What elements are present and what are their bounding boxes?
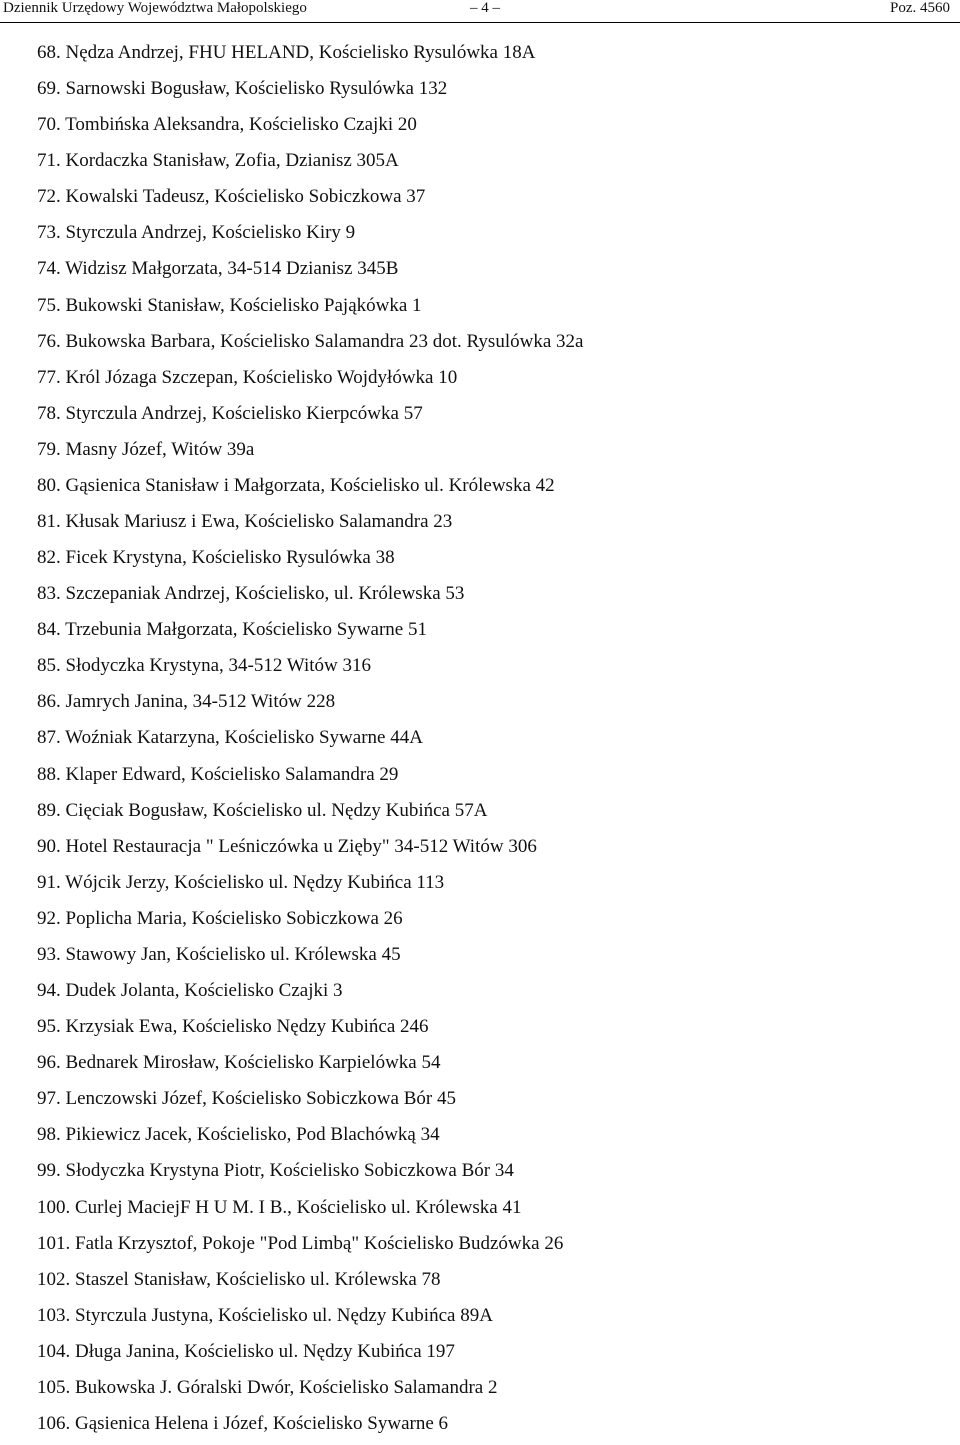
list-item: 85. Słodyczka Krystyna, 34-512 Witów 316 [37, 655, 371, 677]
list-item: 87. Woźniak Katarzyna, Kościelisko Sywarne 44A [37, 727, 423, 749]
list-item: 89. Cięciak Bogusław, Kościelisko ul. Nędzy Kubińca 57A [37, 799, 488, 821]
entry-list [37, 38, 583, 1445]
list-item: 69. Sarnowski Bogusław, Kościelisko Rysulówka 132 [37, 78, 448, 100]
list-item: 70. Tombińska Aleksandra, Kościelisko Czajki 20 [37, 114, 417, 136]
list-item: 72. Kowalski Tadeusz, Kościelisko Sobiczkowa 37 [37, 186, 426, 208]
list-item: 77. Król Józaga Szczepan, Kościelisko Wojdyłówka 10 [37, 366, 458, 388]
list-item: 68. Nędza Andrzej, FHU HELAND, Kościelisko Rysulówka 18A [37, 42, 536, 63]
list-item: 95. Krzysiak Ewa, Kościelisko Nędzy Kubińca 246 [37, 1016, 429, 1038]
page-number: – 4 – [470, 0, 500, 16]
position-number: Poz. 4560 [890, 0, 950, 16]
list-item: 102. Staszel Stanisław, Kościelisko ul. Królewska 78 [37, 1268, 441, 1290]
list-item: 75. Bukowski Stanisław, Kościelisko Pająkówka 1 [37, 294, 422, 316]
list-item: 76. Bukowska Barbara, Kościelisko Salamandra 23 dot. Rysulówka 32a [37, 330, 584, 352]
list-item: 96. Bednarek Mirosław, Kościelisko Karpielówka 54 [37, 1052, 441, 1074]
list-item: 74. Widzisz Małgorzata, 34-514 Dzianisz 345B [37, 258, 399, 280]
list-item: 83. Szczepaniak Andrzej, Kościelisko, ul. Królewska 53 [37, 583, 465, 605]
list-item: 100. Curlej MaciejF H U M. I B., Kościelisko ul. Królewska 41 [37, 1196, 522, 1218]
list-item: 86. Jamrych Janina, 34-512 Witów 228 [37, 691, 336, 713]
list-item: 73. Styrczula Andrzej, Kościelisko Kiry 9 [37, 222, 356, 244]
list-item: 90. Hotel Restauracja " Leśniczówka u Zięby" 34-512 Witów 306 [37, 835, 537, 857]
list-item: 97. Lenczowski Józef, Kościelisko Sobiczkowa Bór 45 [37, 1088, 456, 1110]
list-item: 104. Długa Janina, Kościelisko ul. Nędzy Kubińca 197 [37, 1340, 455, 1362]
list-item: 91. Wójcik Jerzy, Kościelisko ul. Nędzy Kubińca 113 [37, 871, 445, 893]
list-item: 71. Kordaczka Stanisław, Zofia, Dzianisz 305A [37, 150, 399, 172]
list-item: 82. Ficek Krystyna, Kościelisko Rysulówka 38 [37, 547, 395, 569]
list-item: 101. Fatla Krzysztof, Pokoje "Pod Limbą" Kościelisko Budzówka 26 [37, 1232, 564, 1254]
list-item: 92. Poplicha Maria, Kościelisko Sobiczkowa 26 [37, 907, 403, 929]
list-item: 103. Styrczula Justyna, Kościelisko ul. Nędzy Kubińca 89A [37, 1304, 493, 1326]
list-item: 88. Klaper Edward, Kościelisko Salamandra 29 [37, 763, 399, 785]
list-item: 80. Gąsienica Stanisław i Małgorzata, Kościelisko ul. Królewska 42 [37, 474, 555, 496]
list-item: 84. Trzebunia Małgorzata, Kościelisko Sywarne 51 [37, 619, 427, 641]
list-item: 94. Dudek Jolanta, Kościelisko Czajki 3 [37, 980, 343, 1002]
list-item: 79. Masny Józef, Witów 39a [37, 438, 255, 460]
list-item: 99. Słodyczka Krystyna Piotr, Kościelisko Sobiczkowa Bór 34 [37, 1160, 514, 1182]
list-item: 105. Bukowska J. Góralski Dwór, Kościelisko Salamandra 2 [37, 1376, 498, 1398]
list-item: 98. Pikiewicz Jacek, Kościelisko, Pod Blachówką 34 [37, 1124, 440, 1146]
list-item: 106. Gąsienica Helena i Józef, Kościelisko Sywarne 6 [37, 1412, 449, 1434]
list-item: 93. Stawowy Jan, Kościelisko ul. Królewska 45 [37, 943, 401, 965]
list-item: 81. Kłusak Mariusz i Ewa, Kościelisko Salamandra 23 [37, 511, 453, 533]
page-header [0, 0, 960, 23]
list-item: 78. Styrczula Andrzej, Kościelisko Kierpcówka 57 [37, 402, 423, 424]
journal-title: Dziennik Urzędowy Województwa Małopolskiego [3, 0, 307, 16]
